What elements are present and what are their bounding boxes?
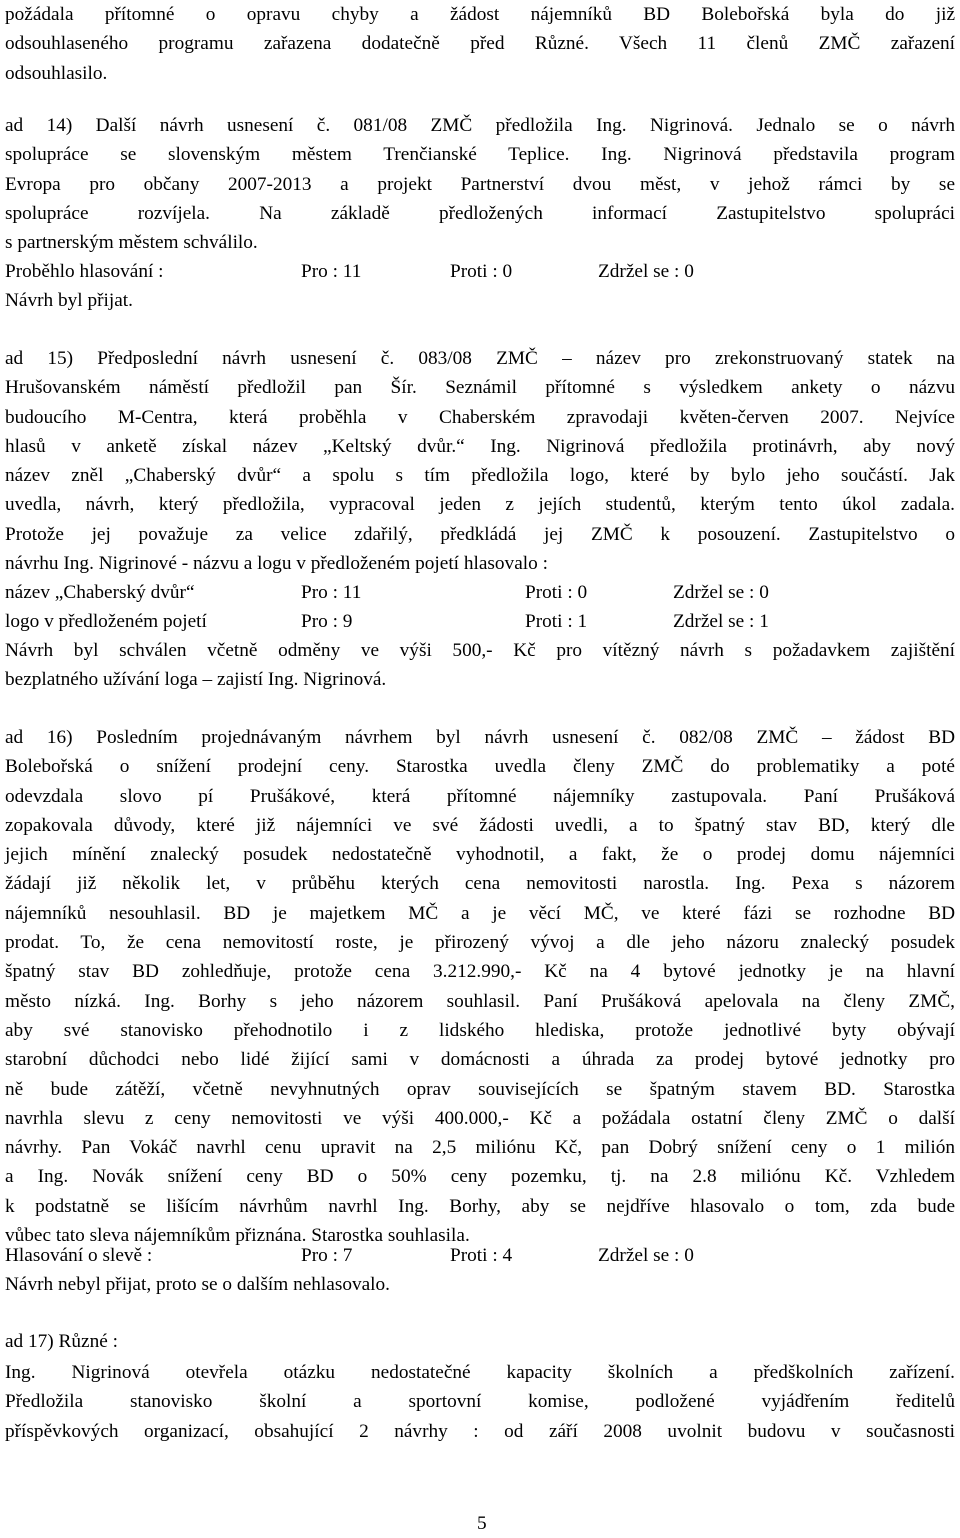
vote-label: logo v předloženém pojetí bbox=[5, 611, 207, 632]
text-line: a Ing. Novák snížení ceny BD o 50% ceny pozemku, tj. na 2.8 miliónu Kč. Vzhledem bbox=[5, 1166, 955, 1188]
text-line: Hrušovanském náměstí předložil pan Šír. Seznámil přítomné s výsledkem ankety o názvu bbox=[5, 377, 955, 399]
text-line: název zněl „Chaberský dvůr“ a spolu s tím předložila logo, které by bylo jeho součástí. Jak bbox=[5, 465, 955, 487]
text-line: špatný stav BD zohledňuje, protože cena 3.212.990,- Kč na 4 bytové jednotky je na hlavní bbox=[5, 961, 955, 983]
text-line: budoucího M-Centra, která proběhla v Chaberském zpravodaji květen-červen 2007. Nejvíce bbox=[5, 406, 955, 428]
page-number: 5 bbox=[477, 1513, 487, 1534]
text-line: zopakovala důvody, které již nájemníci ve své žádosti uvedli, a to špatný stav BD, který dle bbox=[5, 814, 955, 836]
section-heading: ad 17) Různé : bbox=[5, 1331, 118, 1352]
text-line: bezplatného užívání loga – zajistí Ing. Nigrinová. bbox=[5, 669, 387, 691]
vote-zdrzel: Zdržel se : 0 bbox=[598, 261, 694, 282]
text-line: návrhy. Pan Vokáč navrhl cenu upravit na 2,5 miliónu Kč, pan Dobrý snížení ceny o 1 milión bbox=[5, 1137, 955, 1159]
text-line: odsouhlaseného programu zařazena dodatečně před Různé. Všech 11 členů ZMČ zařazení bbox=[5, 33, 955, 55]
text-line: jejich mínění znalecký posudek nedostatečně vyhodnotil, a fakt, že o prodej domu nájemníci bbox=[5, 844, 955, 866]
text-line: odsouhlasilo. bbox=[5, 62, 108, 84]
text-line: požádala přítomné o opravu chyby a žádost nájemníků BD Bolebořská byla do již bbox=[5, 4, 955, 25]
document-page bbox=[5, 0, 955, 1537]
paragraph-item-15 bbox=[5, 344, 955, 578]
vote-result: Návrh nebyl přijat, proto se o dalším nehlasovalo. bbox=[5, 1274, 391, 1295]
vote-pro: Pro : 9 bbox=[301, 611, 353, 632]
vote-label: název „Chaberský dvůr“ bbox=[5, 582, 195, 603]
text-line: Návrh byl schválen včetně odměny ve výši 500,- Kč pro vítězný návrh s požadavkem zajištění bbox=[5, 640, 955, 661]
text-line: ně bude zátěží, včetně nevyhnutných oprav souvisejících se špatným stavem BD. Starostka bbox=[5, 1078, 955, 1100]
text-line: návrhu Ing. Nigrinové - názvu a logu v předloženém pojetí hlasovalo : bbox=[5, 553, 548, 575]
vote-zdrzel: Zdržel se : 0 bbox=[598, 1245, 694, 1266]
text-line: starobní důchodci nebo lidé žijící sami v domácnosti a úhrada za prodej bytové jednotky pro bbox=[5, 1049, 955, 1071]
text-line: spolupráce se slovenským městem Trenčianské Teplice. Ing. Nigrinová představila program bbox=[5, 144, 955, 166]
text-line: nájemníků nesouhlasil. BD je majetkem MČ a je věcí MČ, ve které fázi se rozhodne BD bbox=[5, 902, 955, 924]
paragraph-item-16 bbox=[5, 723, 955, 1250]
paragraph-continuation bbox=[5, 0, 955, 88]
text-line: město nízká. Ing. Borhy s jeho názorem souhlasil. Paní Prušáková apelovala na členy ZMČ, bbox=[5, 990, 955, 1012]
paragraph-item-17 bbox=[5, 1358, 955, 1446]
text-line: k podstatně se lišícím návrhům navrhl Ing. Borhy, aby se nejdříve hlasovalo o tom, zda bude bbox=[5, 1195, 955, 1217]
text-line: žádají již několik let, v průběhu kterých cena nemovitosti narostla. Ing. Pexa s názorem bbox=[5, 873, 955, 895]
text-line: Ing. Nigrinová otevřela otázku nedostatečné kapacity školních a předškolních zařízení. bbox=[5, 1362, 955, 1383]
vote-pro: Pro : 7 bbox=[301, 1245, 353, 1266]
vote-result: Návrh byl přijat. bbox=[5, 290, 133, 311]
vote-proti: Proti : 1 bbox=[525, 611, 588, 632]
text-line: ad 15) Předposlední návrh usnesení č. 083/08 ZMČ – název pro zrekonstruovaný statek na bbox=[5, 348, 955, 369]
text-line: ad 14) Další návrh usnesení č. 081/08 ZMČ předložila Ing. Nigrinová. Jednalo se o návrh bbox=[5, 115, 955, 136]
text-line: ad 16) Posledním projednávaným návrhem byl návrh usnesení č. 082/08 ZMČ – žádost BD bbox=[5, 727, 955, 748]
text-line: Protože jej považuje za velice zdařilý, předkládá jej ZMČ k posouzení. Zastupitelstvo o bbox=[5, 523, 955, 545]
text-line: aby své stanovisko přehodnotilo i z lidského hlediska, protože jednotlivé byty obývají bbox=[5, 1019, 955, 1041]
vote-proti: Proti : 4 bbox=[450, 1245, 513, 1266]
text-line: odevzdala slovo pí Prušákové, která přítomné nájemníky zastupovala. Paní Prušáková bbox=[5, 785, 955, 807]
vote-proti: Proti : 0 bbox=[525, 582, 588, 603]
vote-zdrzel: Zdržel se : 1 bbox=[673, 611, 769, 632]
text-line: vůbec tato sleva nájemníkům přiznána. Starostka souhlasila. bbox=[5, 1225, 470, 1247]
vote-label: Hlasování o slevě : bbox=[5, 1245, 153, 1266]
text-line: příspěvkových organizací, obsahující 2 návrhy : od září 2008 uvolnit budovu v současnosti bbox=[5, 1420, 955, 1442]
text-line: s partnerským městem schválilo. bbox=[5, 232, 258, 254]
text-line: hlasů v anketě získal název „Keltský dvůr.“ Ing. Nigrinová předložila protinávrh, aby nový bbox=[5, 435, 955, 457]
text-line: Bolebořská o snížení prodejní ceny. Starostka uvedla členy ZMČ do problematiky a poté bbox=[5, 756, 955, 778]
vote-proti: Proti : 0 bbox=[450, 261, 513, 282]
paragraph-item-14 bbox=[5, 111, 955, 257]
text-line: navrhla slevu z ceny nemovitosti ve výši 400.000,- Kč a požádala ostatní členy ZMČ o další bbox=[5, 1107, 955, 1129]
text-line: prodat. To, že cena nemovitostí roste, je přirozený vývoj a dle jeho názoru znalecký posudek bbox=[5, 932, 955, 954]
vote-pro: Pro : 11 bbox=[301, 582, 362, 603]
vote-pro: Pro : 11 bbox=[301, 261, 362, 282]
vote-zdrzel: Zdržel se : 0 bbox=[673, 582, 769, 603]
text-line: Předložila stanovisko školní a sportovní komise, podložené vyjádřením ředitelů bbox=[5, 1391, 955, 1413]
text-line: uvedla, návrh, který předložila, vypracoval jeden z jejích studentů, kterým tento úkol zadala. bbox=[5, 494, 955, 516]
paragraph-item-15-result bbox=[5, 636, 955, 695]
vote-label: Proběhlo hlasování : bbox=[5, 261, 164, 282]
text-line: Evropa pro občany 2007-2013 a projekt Partnerství dvou měst, v jehož rámci by se bbox=[5, 173, 955, 195]
text-line: spolupráce rozvíjela. Na základě předložených informací Zastupitelstvo spolupráci bbox=[5, 202, 955, 224]
